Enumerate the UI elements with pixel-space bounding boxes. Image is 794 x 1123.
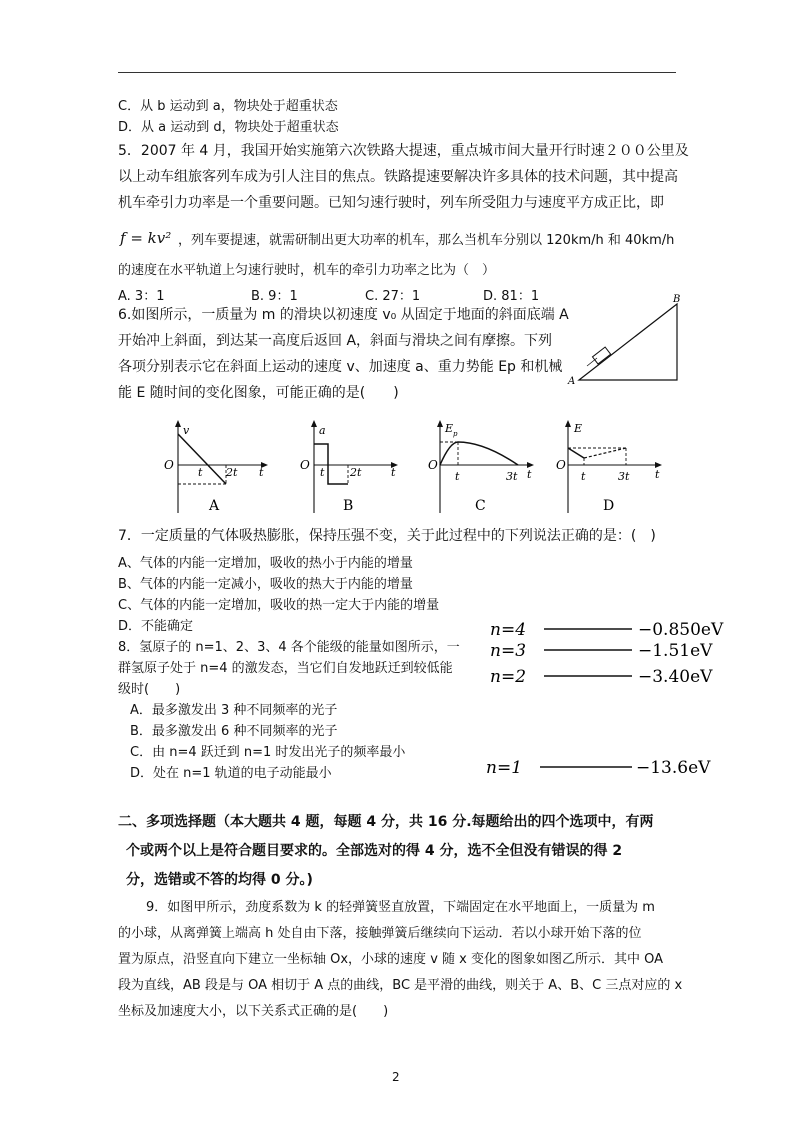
q8-text-1: 8．氢原子的 n=1、2、3、4 各个能级的能量如图所示，一 [118,640,460,655]
q4-option-d: D．从 a 运动到 d，物块处于超重状态 [118,120,339,135]
header-rule [118,72,676,73]
q9-text-5: 坐标及加速度大小，以下关系式正确的是( ) [118,1004,389,1019]
q5-option-a: A. 3：1 [118,289,165,304]
section-2-title-1: 二、多项选择题（本大题共 4 题，每题 4 分，共 16 分.每题给出的四个选项中，有两 [118,814,654,830]
svg-text:n=3: n=3 [490,641,527,661]
tick-t: t [198,466,203,479]
q7-option-d: D．不能确定 [118,619,194,634]
graph-caption: B [343,498,354,514]
energy-level-diagram [486,615,726,785]
label-b: B [673,294,681,305]
graph-c [428,418,538,518]
q5-text-2: 以上动车组旅客列车成为引人注目的焦点。铁路提速要解决许多具体的技术问题，其中提高 [118,169,678,185]
origin-label: O [300,458,310,472]
q9-text-1: 9．如图甲所示，劲度系数为 k 的轻弹簧竖直放置，下端固定在水平地面上，一质量为 m [146,900,655,915]
q9-text-3: 置为原点，沿竖直向下建立一坐标轴 Ox，小球的速度 v 随 x 变化的图象如图乙所示．其中 OA [118,952,664,967]
q7-option-a: A、气体的内能一定增加，吸收的热小于内能的增量 [118,556,413,571]
q5-text-5: 的速度在水平轨道上匀速行驶时，机车的牵引力功率之比为（ ） [118,263,496,278]
axis-label-ep-sub: p [453,430,458,438]
axis-label-t: t [259,466,264,479]
axis-label-ep: E [445,422,454,435]
axis-label-a: a [319,424,326,437]
origin-label: O [164,458,174,472]
axis-label-t: t [655,468,660,481]
q6-text-4: 能 E 随时间的变化图象，可能正确的是( ) [118,385,399,401]
label-a: A [568,376,576,387]
q8-option-d: D．处在 n=1 轨道的电子动能最小 [130,766,332,781]
level-n3 [490,641,713,661]
svg-text:n=2: n=2 [490,667,527,687]
graph-a [160,418,270,518]
q8-option-a: A．最多激发出 3 种不同频率的光子 [130,703,338,718]
q8-text-2: 群氢原子处于 n=4 的激发态，当它们自发地跃迁到较低能 [118,661,453,676]
axis-label-v: v [183,424,190,437]
q5-text-3: 机车牵引力功率是一个重要问题。已知匀速行驶时，列车所受阻力与速度平方成正比，即 [118,195,664,211]
q5-option-b: B. 9：1 [251,289,298,304]
axis-label-e: E [574,422,583,435]
graph-caption: C [475,498,486,514]
q6-text-3: 各项分别表示它在斜面上运动的速度 v、加速度 a、重力势能 Ep 和机械 [118,359,563,375]
energy-line-up [568,448,584,458]
q9-text-4: 段为直线，AB 段是与 OA 相切于 A 点的曲线，BC 是平滑的曲线，则关于 A、B、C 三点对应的 x [118,978,683,993]
svg-text:n=1: n=1 [486,758,523,778]
section-2-title-2: 个或两个以上是符合题目要求的。全部选对的得 4 分，选不全但没有错误的得 2 [126,843,623,859]
incline-figure [565,292,685,392]
q5-formula: f = kv² [120,229,172,247]
origin-label: O [556,458,566,472]
graph-d [556,418,666,518]
q8-option-b: B．最多激发出 6 种不同频率的光子 [130,724,338,739]
q8-text-3: 级时( ) [118,682,181,697]
q5-text-4: ，列车要提速，就需研制出更大功率的机车，那么当机车分别以 120km/h 和 40km/h [178,233,675,248]
q8-option-c: C．由 n=4 跃迁到 n=1 时发出光子的频率最小 [130,745,406,760]
section-2-title-3: 分，选错或不答的均得 0 分。) [126,872,313,888]
tick-3t: 3t [618,470,630,483]
svg-text:−13.6eV: −13.6eV [636,758,711,778]
svg-text:−1.51eV: −1.51eV [638,641,713,661]
q5-option-d: D. 81：1 [483,289,540,304]
tick-t: t [320,466,325,479]
tick-3t: 3t [506,470,518,483]
potential-energy-curve [440,442,518,465]
level-n4 [490,620,724,640]
q5-text-1: 5．2007 年 4 月，我国开始实施第六次铁路大提速，重点城市间大量开行时速２００公里及 [118,143,689,159]
svg-text:−3.40eV: −3.40eV [638,667,713,687]
axis-label-t: t [527,468,532,481]
q7-option-b: B、气体的内能一定减小，吸收的热大于内能的增量 [118,577,413,592]
q7-option-c: C、气体的内能一定增加，吸收的热一定大于内能的增量 [118,598,440,613]
q9-text-2: 的小球，从离弹簧上端高 h 处自由下落，接触弹簧后继续向下运动．若以小球开始下落的位 [118,926,642,941]
tick-2t: 2t [226,466,238,479]
q5-option-c: C. 27：1 [365,289,421,304]
svg-text:n=4: n=4 [490,620,527,640]
page-number: 2 [392,1070,400,1084]
slider-block [592,347,610,364]
q6-text-1: 6.如图所示，一质量为 m 的滑块以初速度 v₀ 从固定于地面的斜面底端 A [118,307,569,323]
svg-text:−0.850eV: −0.850eV [638,620,724,640]
energy-line-down [584,448,626,458]
tick-t: t [581,470,586,483]
level-n1 [486,758,711,778]
tick-2t: 2t [350,466,362,479]
q4-option-c: C．从 b 运动到 a，物块处于超重状态 [118,99,338,114]
level-n2 [490,667,713,687]
axis-label-t: t [391,466,396,479]
graph-caption: D [603,498,615,514]
q7-text: 7．一定质量的气体吸热膨胀，保持压强不变，关于此过程中的下列说法正确的是：( ) [118,528,656,544]
tick-t: t [455,470,460,483]
origin-label: O [428,458,438,472]
graph-b [296,418,406,518]
incline-triangle [579,304,677,380]
graph-caption: A [209,498,220,514]
q6-text-2: 开始冲上斜面，到达某一高度后返回 A，斜面与滑块之间有摩擦。下列 [118,333,553,349]
